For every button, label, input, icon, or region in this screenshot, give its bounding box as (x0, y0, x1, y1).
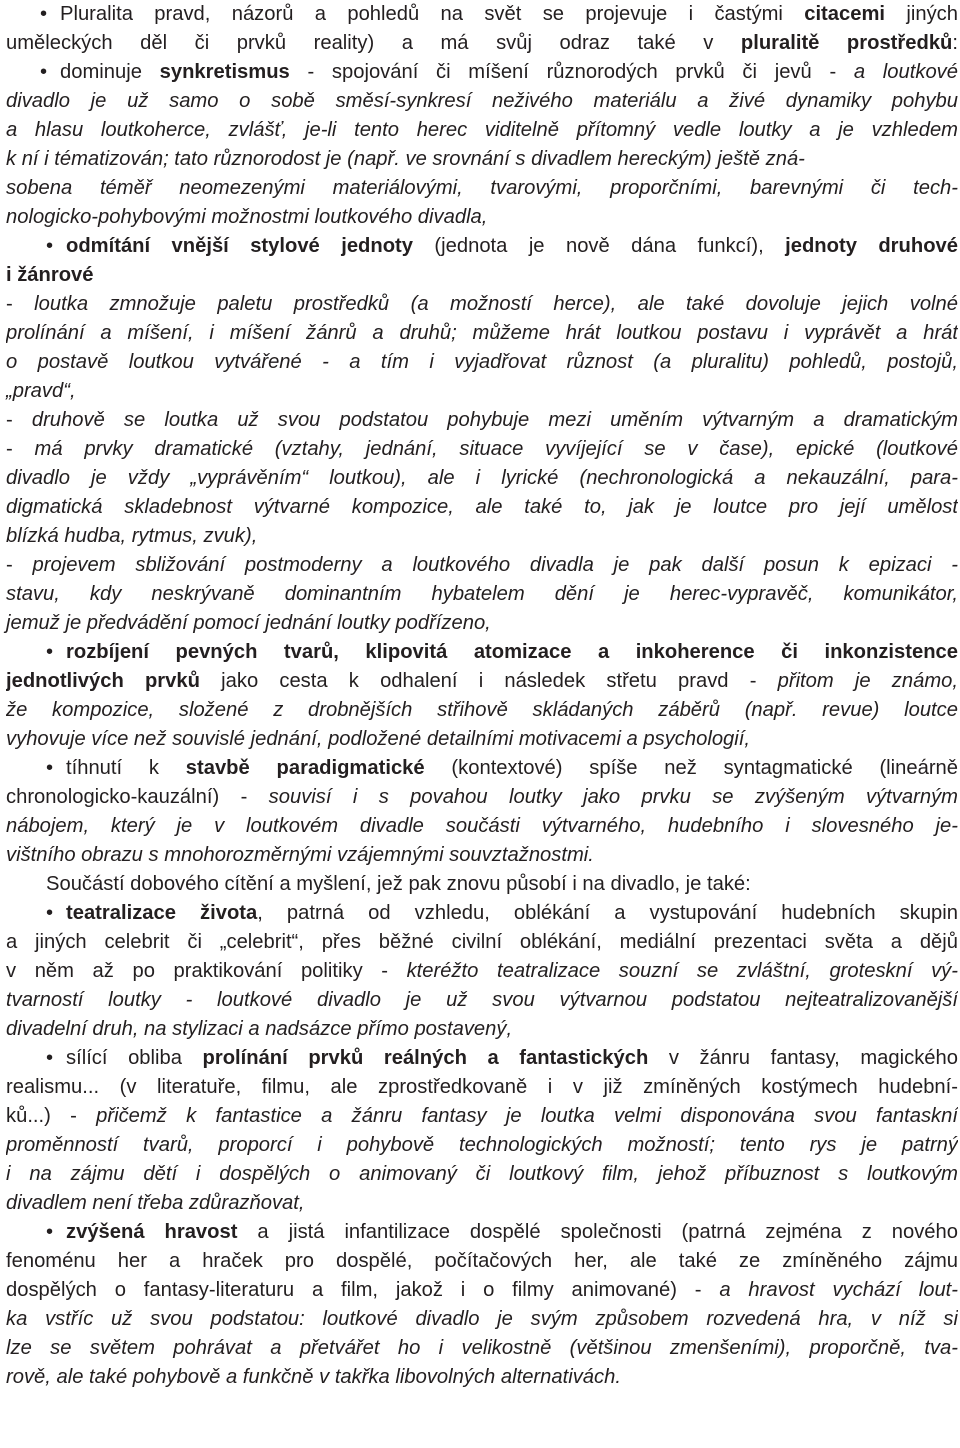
text-line (6, 928, 958, 957)
italic-text: „pravd“, (6, 380, 76, 402)
italic-text: o postavě loutkou vytvářené - a tím i vyjadřovat různost (a pluralitu) pohledů, postojů, (6, 351, 958, 373)
text-span: Součástí dobového cítění a myšlení, jež pak znovu působí i na divadlo, je také: (46, 873, 751, 895)
italic-text: druhově se loutka už svou podstatou pohybuje mezi uměním výtvarným a dramatickým (31, 409, 958, 431)
bullet-marker: • (46, 757, 54, 779)
text-line (6, 29, 958, 58)
text-span: sílící obliba (66, 1047, 203, 1069)
bullet-text-line (6, 899, 958, 928)
text-line (6, 1305, 958, 1334)
bullet-text-line (6, 1044, 958, 1073)
italic-text: ve srovnání s divadlem hereckým) ještě zná- (405, 148, 805, 170)
text-line (6, 1247, 958, 1276)
italic-text: divadlem není třeba zdůrazňovat, (6, 1192, 305, 1214)
text-line (6, 319, 958, 348)
text-line (6, 986, 958, 1015)
bullet-text-line (6, 638, 958, 667)
text-line (6, 464, 958, 493)
text-line (6, 551, 958, 580)
text-span: Pluralita pravd, názorů a pohledů na svět se projevuje i častými (60, 3, 805, 25)
italic-text: blízká hudba, rytmus, zvuk), (6, 525, 258, 547)
text-span: tíhnutí k (66, 757, 186, 779)
bold-text: rozbíjení pevných tvarů, klipovitá atomizace a inkoherence či inkonzistence (66, 641, 958, 663)
text-line (6, 1102, 958, 1131)
italic-text: stavu, kdy neskrývaně dominantním hybatelem dění je herec-vypravěč, komunikátor, (6, 583, 958, 605)
text-span: - spojování či míšení různorodých prvků či jevů - (289, 61, 854, 83)
italic-text: přičemž k fantastice a žánru fantasy je loutka velmi disponována svou fantaskní (96, 1105, 958, 1127)
italic-text: vyhovuje více než souvislé jednání, podložené detailními motivacemi a psychologií, (6, 728, 750, 750)
text-line (6, 783, 958, 812)
text-line (6, 667, 958, 696)
bullet-text-line (6, 754, 958, 783)
bold-text: jednoty druhové (785, 235, 958, 257)
italic-text: loutka zmnožuje paletu prostředků (a možností herce), ale také dovoluje jejich volné (34, 293, 958, 315)
text-span: v něm až po praktikování politiky - (6, 960, 407, 982)
text-line (6, 377, 958, 406)
bullet-text-line (6, 1218, 958, 1247)
bold-text: citacemi (804, 3, 886, 25)
bullet-marker: • (46, 902, 54, 924)
text-span: realismu... (v literatuře, filmu, ale zprostředkovaně i v již zmíněných kostýmech hudební- (6, 1076, 958, 1098)
italic-text: divadelní druh, na stylizaci a nadsázce přímo postavený, (6, 1018, 513, 1040)
italic-text: má prvky dramatické (vztahy, jednání, situace vyvíjející se v čase), epické (loutkové (34, 438, 958, 460)
bold-text: zvýšená hravost (66, 1221, 238, 1243)
text-span: (jednota je nově dána funkcí), (413, 235, 786, 257)
bold-text: odmítání vnější stylové jednoty (66, 235, 413, 257)
bullet-marker: • (40, 61, 48, 83)
bullet-marker: • (46, 1221, 54, 1243)
text-span: : (952, 32, 958, 54)
bold-text: jednotlivých prvků (6, 670, 200, 692)
italic-text: nologicko-pohybovými možnostmi loutkového divadla, (6, 206, 488, 228)
text-line (6, 609, 958, 638)
text-line (6, 203, 958, 232)
italic-text: sobena (6, 177, 100, 199)
italic-text: proměnností tvarů, proporcí i pohybově technologických možností; tento rys je patrný (6, 1134, 958, 1156)
italic-text: a hlasu loutkoherce, zvlášť, je-li tento herec viditelně přítomný vedle loutky a je vzhledem (6, 119, 958, 141)
text-span: a jistá infantilizace dospělé společnosti (patrná zejména z nového (237, 1221, 958, 1243)
italic-text: kteréžto teatralizace souzní se zvláštní, groteskní vý- (406, 960, 958, 982)
italic-text: souvisí i s povahou loutky jako prvku se zvýšeným výtvarným (268, 786, 958, 808)
bullet-marker: • (46, 641, 54, 663)
text-line (6, 493, 958, 522)
text-span: ků...) - (6, 1105, 97, 1127)
italic-text: že kompozice, složené z drobnějších střihově skládaných záběrů (např. revue) loutce (6, 699, 958, 721)
text-span: chronologicko-kauzální) - (6, 786, 269, 808)
text-span: v žánru fantasy, magického (648, 1047, 958, 1069)
text-line (6, 522, 958, 551)
italic-text: tvarností loutky - loutkové divadlo je už svou výtvarnou podstatou nejteatralizovanější (6, 989, 958, 1011)
text-span: - (6, 438, 35, 460)
text-span: uměleckých děl či prvků reality) a má svůj odraz také v (6, 32, 741, 54)
italic-text: téměř neomezenými materiálovými, tvarovými, proporčními, barevnými či tech- (99, 177, 958, 199)
text-line (6, 1073, 958, 1102)
text-span: - (6, 554, 33, 576)
bold-text: stavbě paradigmatické (185, 757, 425, 779)
text-line (6, 435, 958, 464)
italic-text: digmatická skladebnost výtvarné kompozice, ale také to, jak je loutce pro její umělost (6, 496, 958, 518)
text-span: dominuje (60, 61, 160, 83)
text-line (6, 174, 958, 203)
bold-text: teatralizace života (66, 902, 258, 924)
text-line (6, 1276, 958, 1305)
text-line (6, 290, 958, 319)
italic-text: vištního obrazu s mnohorozměrnými vzájemnými souvztažnostmi. (6, 844, 594, 866)
text-line (6, 1334, 958, 1363)
text-span: dospělých o fantasy-literaturu a film, jakož i o filmy animované) - (6, 1279, 720, 1301)
text-span: jako cesta k odhalení i následek střetu pravd - (199, 670, 778, 692)
text-span: jiných (885, 3, 958, 25)
bold-text: i žánrové (6, 264, 94, 286)
text-line (6, 1015, 958, 1044)
bold-text: prolínání prvků reálných a fantastických (202, 1047, 649, 1069)
text-line (6, 261, 958, 290)
text-span: - (6, 293, 35, 315)
italic-text: a loutkové (853, 61, 958, 83)
italic-text: prolínání a míšení, i míšení žánrů a druhů; můžeme hrát loutkou postavu i vyprávět a hrát (6, 322, 958, 344)
italic-text: jemuž je předvádění pomocí jednání loutky podřízeno, (6, 612, 491, 634)
text-span: - (6, 409, 32, 431)
text-line (6, 1189, 958, 1218)
text-line (6, 812, 958, 841)
text-line (6, 841, 958, 870)
text-line (6, 870, 958, 899)
text-line (6, 957, 958, 986)
bullet-text-line (6, 58, 958, 87)
text-line (6, 1160, 958, 1189)
text-line (6, 580, 958, 609)
bold-text: synkretismus (159, 61, 290, 83)
bullet-marker: • (46, 1047, 54, 1069)
text-line (6, 725, 958, 754)
text-span: , patrná od vzhledu, oblékání a vystupování hudebních skupin (257, 902, 958, 924)
italic-text: rově, ale také pohybově a funkčně v takřka libovolných alternativách. (6, 1366, 621, 1388)
text-line (6, 145, 958, 174)
bullet-marker: • (40, 3, 48, 25)
italic-text: divadlo je už samo o sobě směsí-synkresí neživého materiálu a živé dynamiky pohybu (6, 90, 958, 112)
text-line (6, 1363, 958, 1392)
text-span: (kontextové) spíše než syntagmatické (lineárně (424, 757, 958, 779)
italic-text: i na zájmu dětí i dospělých o animovaný či loutkový film, jehož příbuznost s loutkovým (6, 1163, 958, 1185)
text-line (6, 87, 958, 116)
text-line (6, 116, 958, 145)
text-line (6, 406, 958, 435)
italic-text: nábojem, který je v loutkovém divadle součásti výtvarného, hudebního i slovesného je- (6, 815, 958, 837)
bullet-text-line (6, 0, 958, 29)
italic-text: a hravost vychází lout- (719, 1279, 958, 1301)
italic-text: přitom je známo, (777, 670, 958, 692)
text-line (6, 348, 958, 377)
text-line (6, 1131, 958, 1160)
italic-text: k ní i tématizován; tato různorodost je (např. (6, 148, 406, 170)
italic-text: projevem sbližování postmoderny a loutkového divadla je pak další posun k epizaci - (32, 554, 958, 576)
bullet-marker: • (46, 235, 54, 257)
bullet-text-line (6, 232, 958, 261)
italic-text: divadlo je vždy „vyprávěním“ loutkou), ale i lyrické (nechronologická a nekauzální, para- (6, 467, 958, 489)
italic-text: ka vstříc už svou podstatou: loutkové divadlo je svým způsobem rozvedená hra, v níž si (6, 1308, 958, 1330)
italic-text: lze se světem pohrávat a přetvářet ho i velikostně (většinou zmenšeními), proporčně, tva- (6, 1337, 958, 1359)
bold-text: pluralitě prostředků (740, 32, 953, 54)
text-span: fenoménu her a hraček pro dospělé, počítačových her, ale také ze zmíněného zájmu (6, 1250, 958, 1272)
text-line (6, 696, 958, 725)
text-span: a jiných celebrit či „celebrit“, přes běžné civilní oblékání, mediální prezentaci světa a dějů (6, 931, 958, 953)
